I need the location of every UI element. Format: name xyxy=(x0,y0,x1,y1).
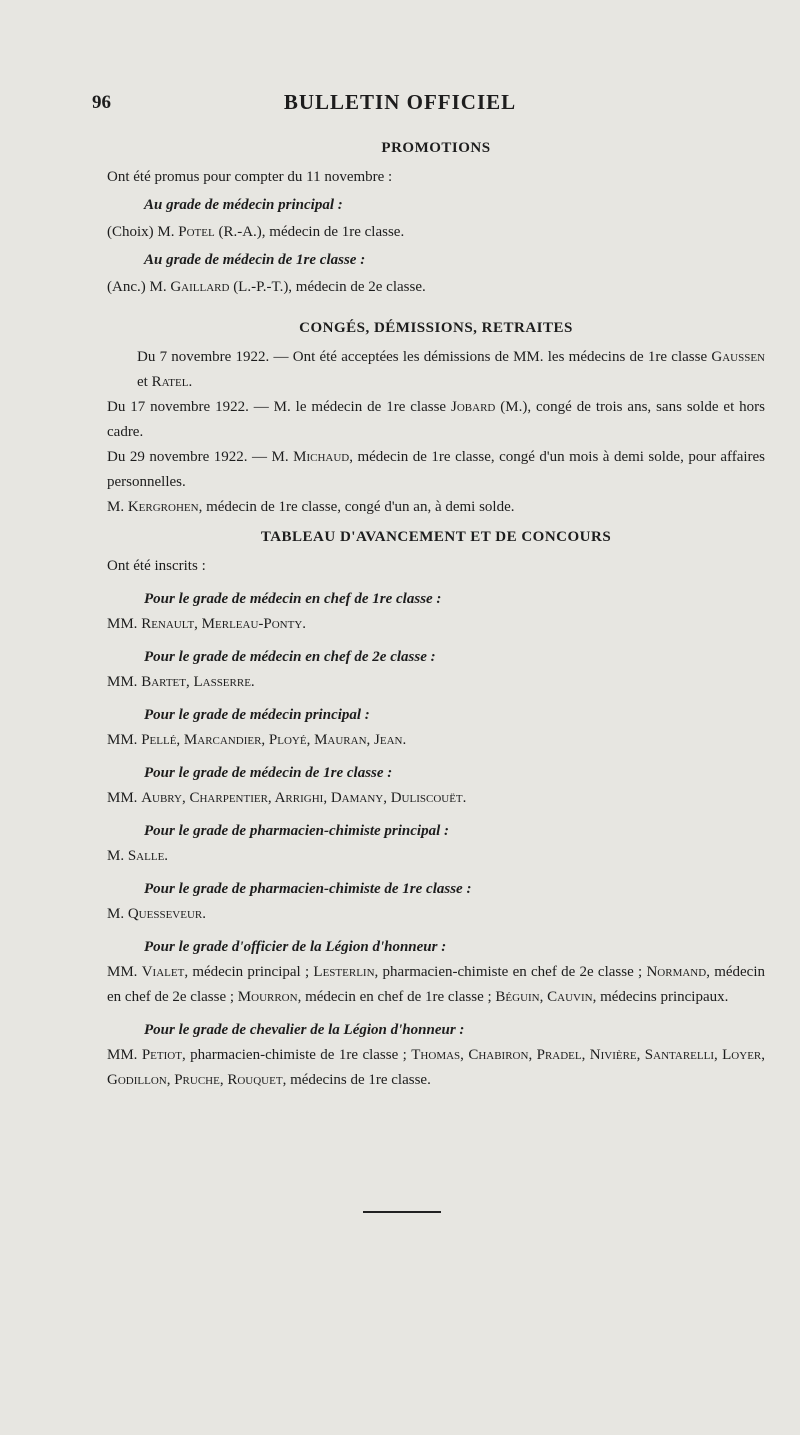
tableau-line-1: MM. Renault, Merleau-Ponty. xyxy=(107,616,307,632)
tableau-subheading-1: Pour le grade de médecin en chef de 1re classe : xyxy=(144,591,442,607)
section-title-promotions: PROMOTIONS xyxy=(381,140,491,156)
section-tableau xyxy=(107,529,765,1093)
running-head: BULLETIN OFFICIEL xyxy=(283,90,517,114)
tableau-subheading-7: Pour le grade d'officier de la Légion d'honneur : xyxy=(144,939,447,955)
tableau-paragraph-8: MM. Petiot, pharmacien-chimiste de 1re classe ; Thomas, Chabiron, Pradel, Nivière, Santarelli, Loyer, Godillon, Pruche, Rouquet, médecins de 1re classe. xyxy=(107,1047,765,1088)
person-name: Potel xyxy=(178,224,215,240)
tableau-line-6: M. Quesseveur. xyxy=(107,906,206,922)
section-conges xyxy=(107,320,765,520)
person-name: Gaillard xyxy=(170,279,230,295)
promotions-entry-2: (Anc.) M. Gaillard (L.-P.-T.), médecin de 2e classe. xyxy=(107,279,426,295)
section-title-tableau: TABLEAU D'AVANCEMENT ET DE CONCOURS xyxy=(260,529,612,545)
tableau-subheading-6: Pour le grade de pharmacien-chimiste de 1re classe : xyxy=(144,881,472,897)
promotions-intro: Ont été promus pour compter du 11 novembre : xyxy=(107,169,393,185)
tableau-line-4: MM. Aubry, Charpentier, Arrighi, Damany, Duliscouët. xyxy=(107,790,467,806)
conges-paragraph-1: Du 7 novembre 1922. — Ont été acceptées les démissions de MM. les médecins de 1re classe Gaussen et Ratel. xyxy=(137,349,765,390)
conges-paragraph-4: M. Kergrohen, médecin de 1re classe, congé d'un an, à demi solde. xyxy=(107,499,515,515)
tableau-line-2: MM. Bartet, Lasserre. xyxy=(107,674,255,690)
tableau-subheading-4: Pour le grade de médecin de 1re classe : xyxy=(144,765,393,781)
end-rule xyxy=(363,1211,441,1213)
tableau-intro: Ont été inscrits : xyxy=(107,558,206,574)
tableau-subheading-8: Pour le grade de chevalier de la Légion d'honneur : xyxy=(144,1022,465,1038)
tableau-line-5: M. Salle. xyxy=(107,848,169,864)
conges-paragraph-2: Du 17 novembre 1922. — M. le médecin de 1re classe Jobard (M.), congé de trois ans, sans solde et hors cadre. xyxy=(107,399,765,440)
tableau-line-3: MM. Pellé, Marcandier, Ployé, Mauran, Jean. xyxy=(107,732,407,748)
section-promotions xyxy=(107,140,765,300)
tableau-subheading-5: Pour le grade de pharmacien-chimiste principal : xyxy=(144,823,449,839)
conges-paragraph-3: Du 29 novembre 1922. — M. Michaud, médecin de 1re classe, congé d'un mois à demi solde, pour affaires personnelles. xyxy=(107,449,766,490)
tableau-subheading-2: Pour le grade de médecin en chef de 2e classe : xyxy=(144,649,436,665)
promotions-subheading-1: Au grade de médecin principal : xyxy=(144,197,343,213)
promotions-subheading-2: Au grade de médecin de 1re classe : xyxy=(144,252,366,268)
section-title-conges: CONGÉS, DÉMISSIONS, RETRAITES xyxy=(299,320,573,336)
promotions-entry-1: (Choix) M. Potel (R.-A.), médecin de 1re classe. xyxy=(107,224,405,240)
tableau-paragraph-7: MM. Vialet, médecin principal ; Lesterlin, pharmacien-chimiste en chef de 2e classe ; Normand, médecin en chef de 2e classe ; Mourron, médecin en chef de 1re classe ; Béguin, Cauvin, médecins principaux. xyxy=(107,964,766,1005)
page-number: 96 xyxy=(92,92,111,113)
tableau-subheading-3: Pour le grade de médecin principal : xyxy=(144,707,370,723)
